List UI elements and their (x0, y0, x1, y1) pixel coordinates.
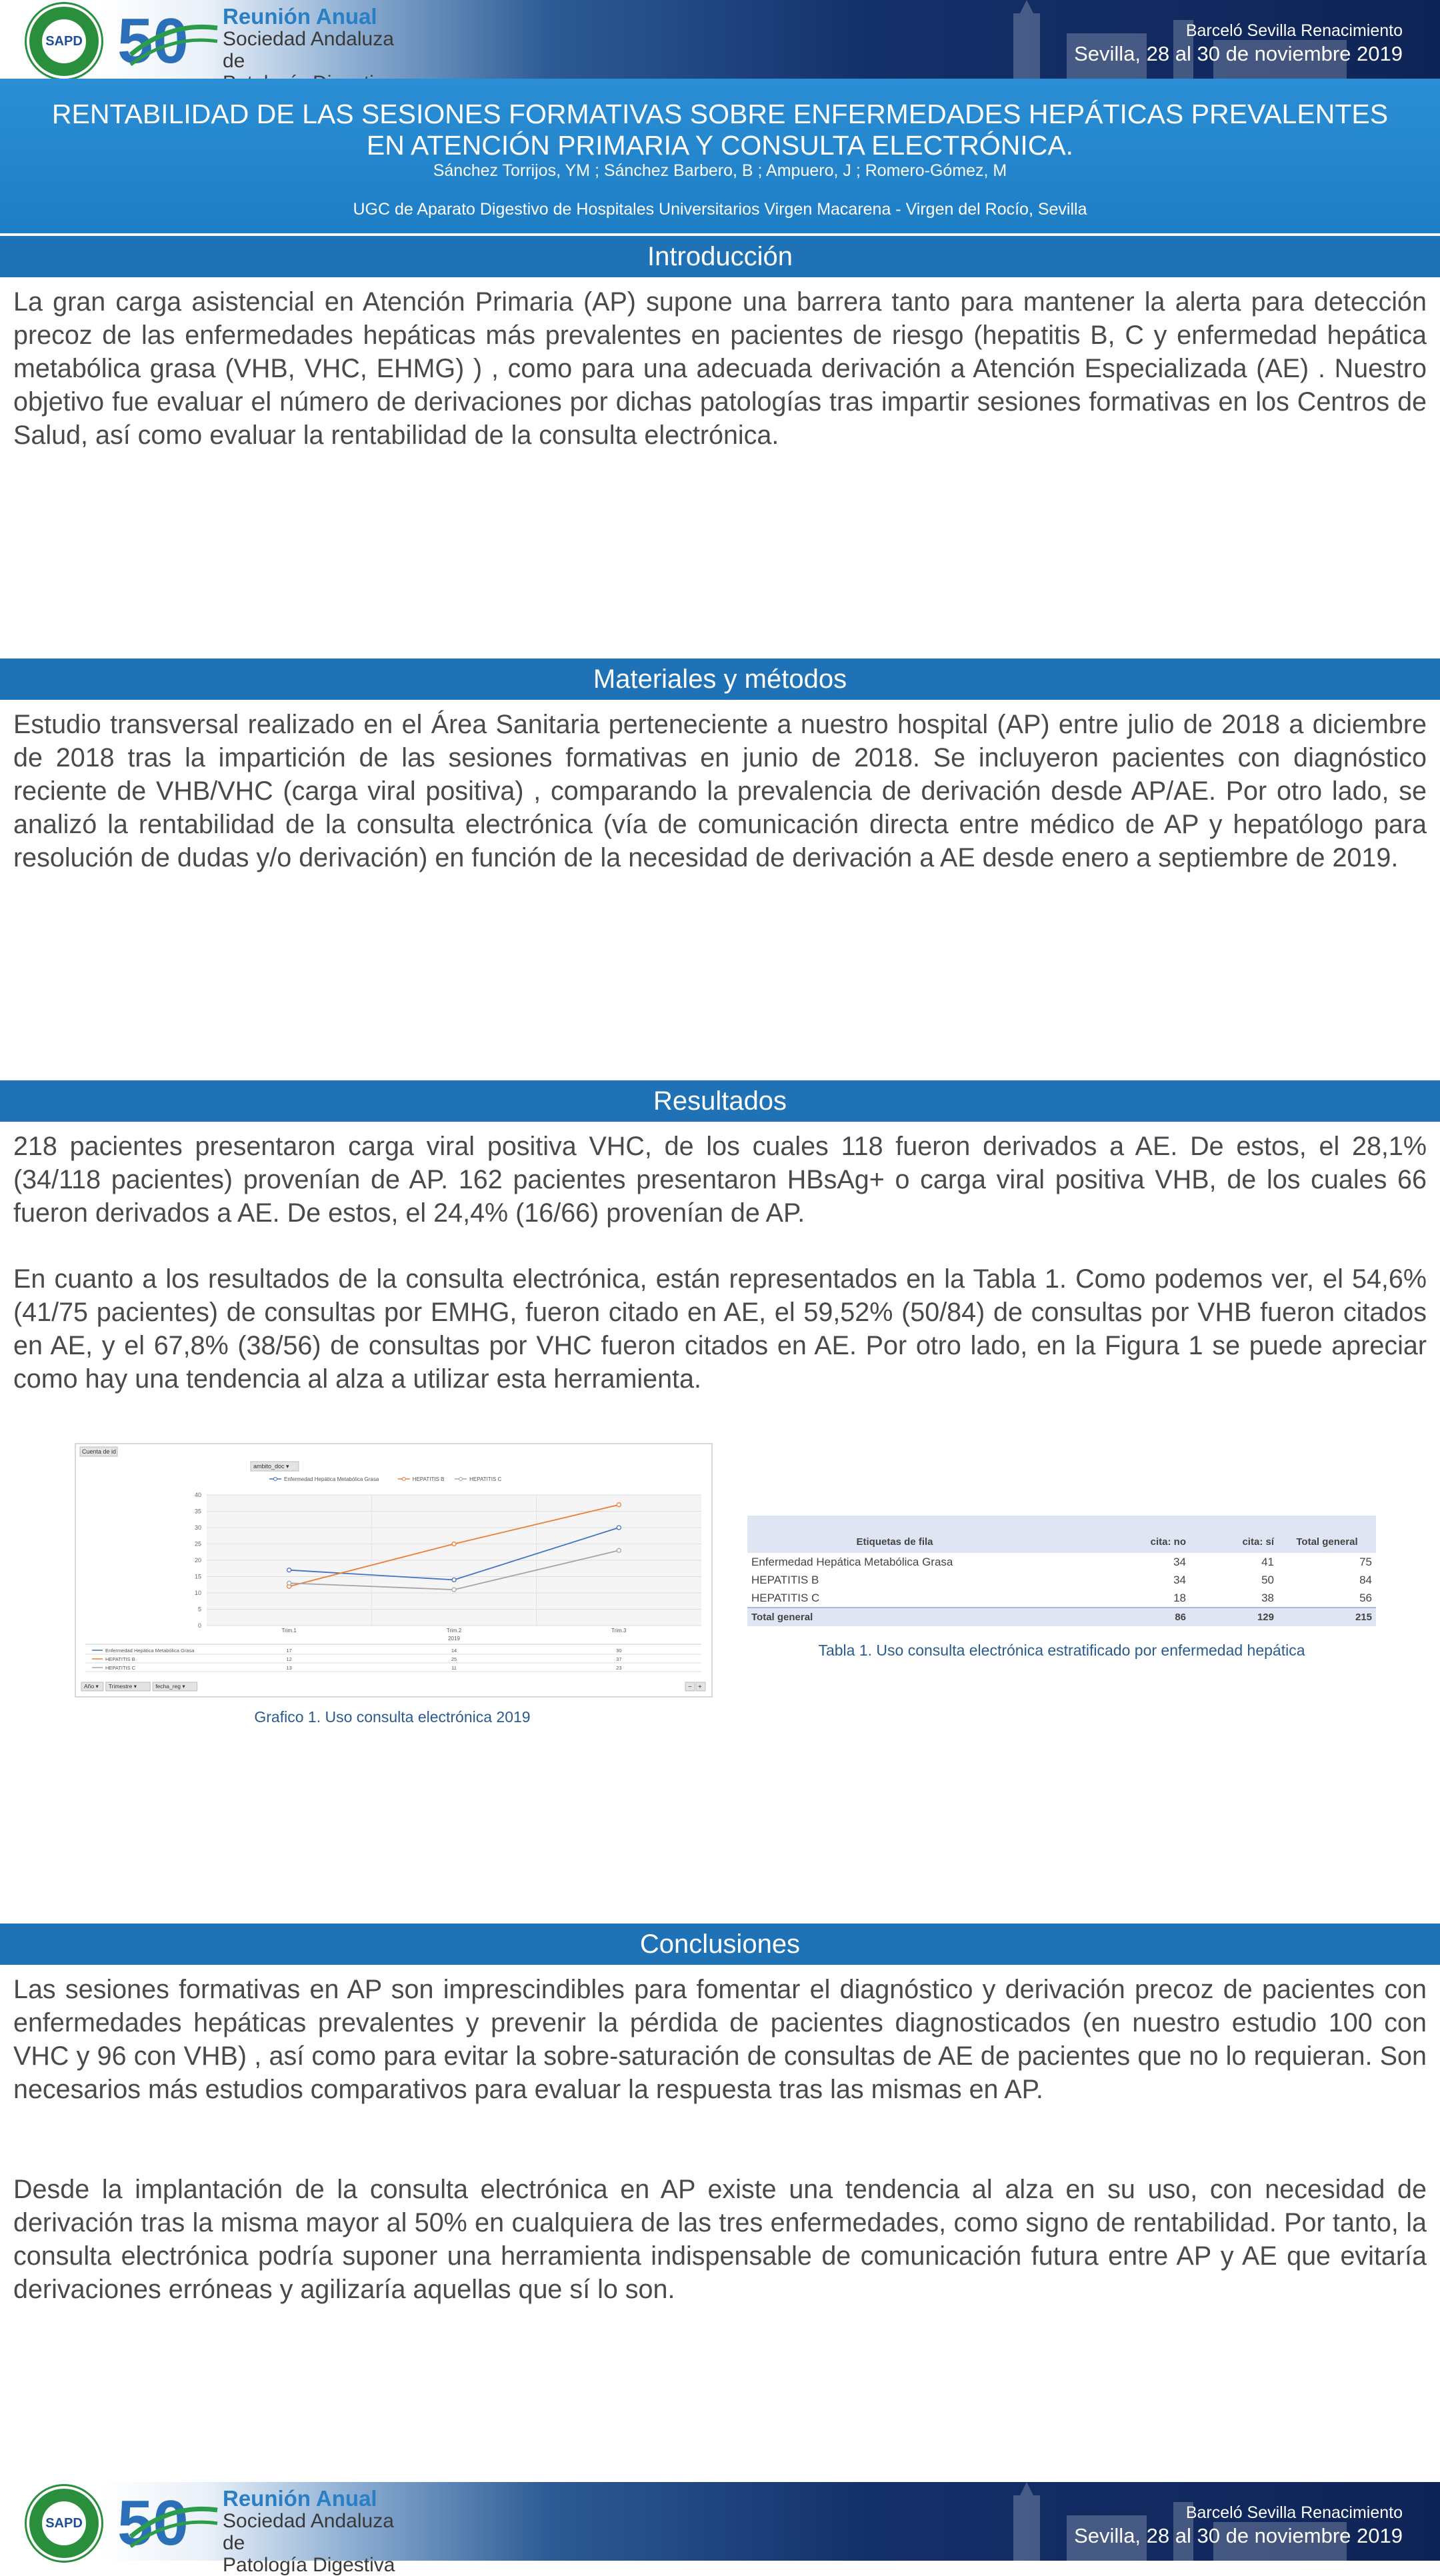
legend-item: Enfermedad Hepática Metabólica Grasa (284, 1476, 379, 1482)
chart-caption: Grafico 1. Uso consulta electrónica 2019 (254, 1708, 531, 1726)
table-row (747, 1589, 1376, 1608)
data-table-series-name: HEPATITIS C (105, 1665, 136, 1671)
fifty-logo-number: 50 (117, 2487, 189, 2559)
poster-authors: Sánchez Torrijos, YM ; Sánchez Barbero, B ; Ampuero, J ; Romero-Gómez, M (433, 161, 1007, 180)
table-row (747, 1553, 1376, 1571)
data-table-value: 14 (451, 1648, 457, 1654)
legend-marker (402, 1478, 405, 1481)
filter-button-label: ambito_doc ▾ (253, 1463, 289, 1470)
table-cell: 34 (1173, 1573, 1186, 1586)
sapd-logo (27, 2486, 101, 2561)
y-tick-label: 10 (194, 1590, 201, 1596)
venue-name: Barceló Sevilla Renacimiento (1185, 21, 1403, 40)
table-header-cell: cita: sí (1190, 1516, 1278, 1553)
y-tick-label: 5 (197, 1606, 201, 1613)
table-cell: 129 (1190, 1608, 1278, 1626)
y-tick-label: 25 (194, 1540, 201, 1548)
table-header-cell: cita: no (1042, 1516, 1190, 1553)
org-line-1: Reunión Anual (223, 2486, 377, 2511)
field-button-label: Trimestre ▾ (108, 1683, 137, 1690)
section-header-methods: Materiales y métodos (0, 658, 1440, 700)
event-dates: Sevilla, 28 al 30 de noviembre 2019 (1074, 42, 1403, 65)
data-point (452, 1588, 456, 1592)
data-table-value: 13 (286, 1665, 292, 1671)
data-table-value: 37 (616, 1656, 622, 1662)
y-tick-label: 20 (194, 1557, 201, 1564)
poster-affiliation: UGC de Aparato Digestivo de Hospitales Universitarios Virgen Macarena - Virgen del Rocío, Sevilla (353, 200, 1087, 219)
data-table-series-name: Enfermedad Hepática Metabólica Grasa (105, 1648, 195, 1654)
y-tick-label: 40 (194, 1492, 201, 1498)
zoom-out-icon: − (688, 1684, 692, 1691)
results-text-1: 218 pacientes presentaron carga viral positiva VHC, de los cuales 118 fueron derivados a AE. De estos, el 28,1% (34/118 pacientes) provenían de AP. 162 pacientes presentaron HBsAg+ o carga viral positiva VHB, de los cuales 66 fueron derivados a AE. De estos, el 24,4% (16/66) provenían de AP. (13, 1132, 1427, 1228)
table-cell: 38 (1261, 1591, 1274, 1604)
data-table-value: 23 (616, 1665, 622, 1671)
fifty-logo-number: 50 (117, 5, 189, 77)
table-total-row (747, 1608, 1376, 1626)
poster-title: RENTABILIDAD DE LAS SESIONES FORMATIVAS SOBRE ENFERMEDADES HEPÁTICAS PREVALENTES EN ATENCIÓN PRIMARIA Y CONSULTA ELECTRÓNICA. (51, 99, 1389, 161)
sapd-logo-text: SAPD (42, 2501, 86, 2545)
table-cell: Enfermedad Hepática Metabólica Grasa (751, 1555, 953, 1568)
results-text-2: En cuanto a los resultados de la consulta electrónica, están representados en la Tabla 1. Como podemos ver, el 54,6% (41/75 pacientes) de consultas por EMHG, fueron citado en AE, el 59,52% (50/84) de consultas por VHB fueron citados en AE, y el 67,8% (38/56) de consultas por VHC fueron citados en AE. Por otro lado, en la Figura 1 se puede apreciar como hay una tendencia al alza a utilizar esta herramienta. (13, 1264, 1427, 1394)
conclusions-text-2: Desde la implantación de la consulta electrónica en AP existe una tendencia al alza en su uso, con necesidad de derivación tras la misma mayor al 50% en cualquiera de las tres enfermedades, como signo de rentabilidad. Por tanto, la consulta electrónica podría suponer una herramienta indispensable de comunicación futura entre AP y AE que evitaría derivaciones erróneas y agilizaría aquellas que sí lo son. (13, 2175, 1427, 2304)
data-point (287, 1568, 291, 1572)
y-tick-label: 0 (197, 1622, 201, 1629)
table-cell: 50 (1261, 1573, 1274, 1586)
data-point (617, 1548, 621, 1552)
venue-info (1074, 20, 1403, 67)
data-table-value: 11 (451, 1665, 457, 1671)
conclusions-text-1: Las sesiones formativas en AP son imprescindibles para fomentar el diagnóstico y derivación precoz de pacientes con enfermedades hepáticas prevalentes y prevenir la pérdida de pacientes diagnosticados (en nuestro estudio 100 con VHC y 96 con VHB) , así como para evitar la sobre-saturación de consultas de AE de pacientes que no lo requieran. Son necesarios más estudios comparativos para evaluar la respuesta tras las mismas en AP. (13, 1975, 1427, 2104)
field-button-label: Año ▾ (84, 1683, 99, 1690)
table-caption: Tabla 1. Uso consulta electrónica estratificado por enfermedad hepática (818, 1642, 1305, 1659)
data-table-value: 12 (286, 1656, 292, 1662)
legend-marker (274, 1478, 277, 1481)
data-point (452, 1578, 456, 1582)
section-header-intro: Introducción (0, 236, 1440, 277)
intro-text: La gran carga asistencial en Atención Primaria (AP) supone una barrera tanto para mantener la alerta para detección precoz de las enfermedades hepáticas más prevalentes en pacientes de riesgo (hepatitis B, C y enfermedad hepática metabólica grasa (VHB, VHC, EHMG) ) , como para una adecuada derivación a Atención Especializada (AE) . Nuestro objetivo fue evaluar el número de derivaciones por dichas patologías tras impartir sesiones formativas en los Centros de Salud, así como evaluar la rentabilidad de la consulta electrónica. (13, 287, 1427, 450)
table-cell: 41 (1261, 1555, 1274, 1568)
table-cell: 84 (1359, 1573, 1372, 1586)
top-banner (0, 0, 1440, 79)
data-point (617, 1503, 621, 1507)
field-button-label: fecha_reg ▾ (155, 1683, 185, 1690)
fifty-anniversary-logo (117, 2487, 217, 2559)
data-table-value: 25 (451, 1656, 457, 1662)
pivot-field-tag-label: Cuenta de id (82, 1448, 117, 1455)
venue-info (1074, 2502, 1403, 2549)
line-chart (76, 1444, 711, 1696)
table-header-row (747, 1516, 1376, 1553)
chart-figure (75, 1443, 713, 1698)
legend-item: HEPATITIS B (412, 1476, 445, 1482)
fifty-anniversary-logo (117, 5, 217, 77)
table-cell: 75 (1359, 1555, 1372, 1568)
data-table-series-name: HEPATITIS B (105, 1656, 135, 1662)
data-table-value: 17 (286, 1648, 292, 1654)
zoom-in-icon: + (698, 1684, 702, 1691)
x-tick-label: Trim.1 (281, 1628, 297, 1634)
sapd-logo (27, 4, 101, 79)
table-cell: HEPATITIS C (751, 1591, 820, 1604)
table-header-cell: Total general (1278, 1516, 1376, 1553)
y-tick-label: 35 (194, 1508, 201, 1515)
org-line-2: Sociedad Andaluza de (223, 2510, 394, 2554)
table-cell: 34 (1173, 1555, 1186, 1568)
y-tick-label: 15 (194, 1573, 201, 1580)
org-line-3: Patología Digestiva (223, 2554, 395, 2576)
bottom-banner (0, 2482, 1440, 2576)
table-header-cell: Etiquetas de fila (747, 1516, 1042, 1553)
table-cell: 215 (1278, 1608, 1376, 1626)
consult-table (747, 1516, 1376, 1626)
data-point (452, 1542, 456, 1546)
year-label: 2019 (448, 1636, 460, 1642)
sapd-logo-text: SAPD (42, 19, 86, 63)
data-table-value: 30 (616, 1648, 622, 1654)
table-cell: 56 (1359, 1591, 1372, 1604)
org-line-2: Sociedad Andaluza de (223, 28, 394, 72)
event-dates: Sevilla, 28 al 30 de noviembre 2019 (1074, 2524, 1403, 2547)
table-cell: Total general (747, 1608, 1042, 1626)
x-tick-label: Trim.2 (446, 1628, 462, 1634)
organization-name (223, 2487, 396, 2576)
venue-name: Barceló Sevilla Renacimiento (1185, 2503, 1403, 2522)
data-point (617, 1526, 621, 1530)
poster-header (0, 79, 1440, 233)
methods-text: Estudio transversal realizado en el Área Sanitaria perteneciente a nuestro hospital (AP) entre julio de 2018 a diciembre de 2018 tras la impartición de las sesiones formativas en junio de 2018. Se incluyeron pacientes con diagnóstico reciente de VHB/VHC (carga viral positiva) , comparando la prevalencia de derivación desde AP/AE. Por otro lado, se analizó la rentabilidad de la consulta electrónica (vía de comunicación directa entre médico de AP y hepatólogo para resolución de dudas y/o derivación) en función de la necesidad de derivación a AE desde enero a septiembre de 2019. (13, 710, 1427, 872)
y-tick-label: 30 (194, 1524, 201, 1531)
data-point (287, 1581, 291, 1585)
section-header-results: Resultados (0, 1080, 1440, 1122)
table-cell: HEPATITIS B (751, 1573, 819, 1586)
section-header-conclusions: Conclusiones (0, 1924, 1440, 1965)
org-line-1: Reunión Anual (223, 4, 377, 29)
table-row (747, 1571, 1376, 1589)
legend-marker (459, 1478, 463, 1481)
legend-item: HEPATITIS C (469, 1476, 502, 1482)
table-cell: 18 (1173, 1591, 1186, 1604)
table-cell: 86 (1042, 1608, 1190, 1626)
x-tick-label: Trim.3 (611, 1628, 627, 1634)
